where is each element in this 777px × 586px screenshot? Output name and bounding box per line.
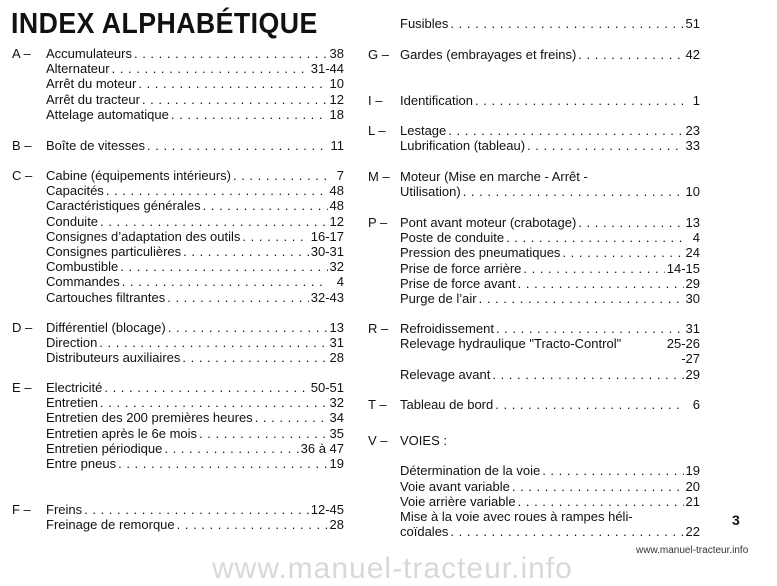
- entry-page: 10: [685, 184, 700, 200]
- entry-page: 12-45: [310, 502, 344, 517]
- index-entry: [400, 184, 700, 199]
- index-entry: [400, 351, 700, 366]
- index-entry: [46, 410, 344, 425]
- index-entry: [46, 502, 344, 517]
- entry-page: 30-31: [310, 243, 344, 259]
- entry-page: 4: [692, 230, 700, 246]
- index-entry: [400, 321, 700, 336]
- entry-label: Relevage hydraulique "Tracto-Control": [400, 336, 622, 352]
- entry-label: Attelage automatique: [46, 106, 169, 122]
- entry-page: 35: [329, 425, 344, 441]
- entry-label: Commandes: [46, 274, 120, 290]
- dot-leader: [106, 183, 328, 198]
- entry-label: Arrêt du tracteur: [46, 91, 140, 107]
- entry-page: 33: [685, 138, 700, 154]
- index-entry: [46, 335, 344, 350]
- entry-page: 24: [685, 245, 700, 261]
- entry-label: Alternateur: [46, 61, 110, 77]
- dot-leader: [475, 93, 684, 108]
- entry-page: 11: [330, 138, 344, 153]
- dot-leader: [168, 320, 328, 335]
- index-entry: [400, 169, 700, 184]
- dot-leader: [177, 517, 328, 532]
- section-letter: E –: [12, 380, 32, 395]
- entry-label: Lubrification (tableau): [400, 138, 526, 154]
- entry-label: Accumulateurs: [46, 46, 132, 61]
- dot-leader: [506, 230, 684, 245]
- dot-leader: [120, 259, 327, 274]
- index-entry: [46, 183, 344, 198]
- index-section: [0, 138, 360, 153]
- entry-page: 19: [329, 455, 344, 471]
- entry-label: Entretien après le 6e mois: [46, 425, 198, 441]
- index-entry: [46, 46, 344, 61]
- index-entry: [400, 261, 700, 276]
- dot-leader: [527, 138, 684, 153]
- index-entry: [400, 245, 700, 260]
- dot-leader: [100, 214, 327, 229]
- index-entry: [400, 367, 700, 382]
- entry-label: Distributeurs auxiliaires: [46, 350, 181, 366]
- dot-leader: [542, 463, 683, 478]
- dot-leader: [84, 502, 309, 517]
- index-entry: [46, 107, 344, 122]
- dot-leader: [100, 395, 327, 410]
- entry-page: 19: [685, 463, 700, 479]
- source-url: www.manuel-tracteur.info: [636, 545, 749, 556]
- index-section: [358, 215, 718, 306]
- index-entry: [46, 214, 344, 229]
- section-letter: F –: [12, 502, 31, 517]
- index-entry: [400, 276, 700, 291]
- dot-leader: [448, 123, 683, 138]
- entry-label: Combustible: [46, 259, 119, 275]
- page-number: 3: [732, 512, 740, 528]
- section-letter: A –: [12, 46, 31, 61]
- index-entry: [46, 61, 344, 76]
- index-entry: [400, 123, 700, 138]
- dot-leader: [578, 47, 683, 62]
- dot-leader: [255, 410, 328, 425]
- section-letter: L –: [368, 123, 386, 138]
- index-entry: [400, 524, 700, 539]
- entry-page: 51: [685, 16, 700, 31]
- dot-leader: [142, 92, 328, 107]
- entry-label: Consignes d’adaptation des outils: [46, 228, 241, 244]
- index-entry: [46, 274, 344, 289]
- entry-page: 31: [685, 321, 700, 336]
- dot-leader: [512, 479, 684, 494]
- entry-page: 48: [329, 198, 344, 214]
- index-entry: [46, 229, 344, 244]
- section-letter: R –: [368, 321, 389, 336]
- entry-label: Arrêt du moteur: [46, 76, 137, 92]
- section-letter: D –: [12, 320, 33, 335]
- entry-page: 13: [329, 320, 344, 335]
- section-letter: B –: [12, 138, 32, 153]
- index-entry: [400, 138, 700, 153]
- section-letter: I –: [368, 93, 383, 108]
- entry-page: 6: [692, 397, 700, 412]
- entry-label: Entretien périodique: [46, 440, 163, 456]
- dot-leader: [518, 276, 684, 291]
- entry-label: Détermination de la voie: [400, 463, 541, 479]
- entry-label: Cabine (équipements intérieurs): [46, 168, 231, 183]
- index-entry: [46, 517, 344, 532]
- entry-label: coïdales: [400, 524, 449, 540]
- index-entry: [400, 448, 700, 463]
- entry-label: Caractéristiques générales: [46, 198, 201, 214]
- index-section: [0, 320, 360, 366]
- entry-label: Refroidissement: [400, 321, 494, 336]
- entry-page: 30: [685, 290, 700, 306]
- index-entry: [46, 259, 344, 274]
- index-entry: [46, 198, 344, 213]
- dot-leader: [492, 367, 683, 382]
- index-entry: [46, 441, 344, 456]
- entry-label: Consignes particulières: [46, 243, 182, 259]
- index-entry: [400, 463, 700, 478]
- index-entry: [400, 16, 700, 31]
- index-entry: [46, 138, 344, 153]
- entry-page: 25-26: [666, 336, 700, 352]
- entry-label: Freins: [46, 502, 83, 517]
- entry-page: 10: [329, 76, 344, 92]
- entry-page: 20: [685, 478, 700, 494]
- entry-page: 32: [329, 259, 344, 275]
- entry-page: 34: [329, 410, 344, 426]
- dot-leader: [164, 441, 298, 456]
- entry-label: VOIES :: [400, 433, 447, 448]
- index-section: [358, 169, 718, 199]
- dot-leader: [479, 291, 684, 306]
- entry-page: 28: [329, 350, 344, 366]
- index-entry: [46, 92, 344, 107]
- entry-label: Voie arrière variable: [400, 493, 516, 509]
- entry-label: Pression des pneumatiques: [400, 245, 561, 261]
- entry-label: Voie avant variable: [400, 478, 510, 494]
- index-entry: [400, 336, 700, 351]
- watermark: www.manuel-tracteur.info: [212, 552, 573, 585]
- entry-page: 31: [329, 335, 344, 351]
- index-entry: [46, 76, 344, 91]
- index-entry: [400, 509, 700, 524]
- index-section: [358, 16, 718, 31]
- entry-page: 23: [685, 123, 700, 138]
- entry-label: Freinage de remorque: [46, 517, 175, 533]
- index-entry: [400, 47, 700, 62]
- entry-label: Différentiel (blocage): [46, 320, 166, 335]
- entry-page: 29: [685, 366, 700, 382]
- section-letter: P –: [368, 215, 388, 230]
- entry-label: Electricité: [46, 380, 103, 395]
- page-title: INDEX ALPHABÉTIQUE: [11, 8, 318, 40]
- dot-leader: [118, 456, 327, 471]
- section-letter: V –: [368, 433, 388, 448]
- index-section: [0, 168, 360, 305]
- index-section: [358, 433, 718, 539]
- entry-label: Purge de l’air: [400, 290, 477, 306]
- dot-leader: [167, 290, 309, 305]
- index-section: [358, 47, 718, 62]
- dot-leader: [578, 215, 683, 230]
- entry-label: Entretien: [46, 395, 99, 411]
- entry-label: Prise de force avant: [400, 275, 516, 291]
- index-entry: [46, 426, 344, 441]
- entry-page: 7: [336, 168, 344, 183]
- entry-page: 22: [685, 524, 700, 540]
- index-section: [358, 321, 718, 382]
- dot-leader: [104, 380, 308, 395]
- entry-label: Boîte de vitesses: [46, 138, 145, 153]
- entry-page: 29: [685, 275, 700, 291]
- entry-label: Fusibles: [400, 16, 449, 31]
- section-letter: C –: [12, 168, 33, 183]
- index-entry: [400, 479, 700, 494]
- index-entry: [46, 456, 344, 471]
- dot-leader: [495, 397, 684, 412]
- entry-page: 36 à 47: [300, 440, 344, 456]
- index-entry: [400, 215, 700, 230]
- index-entry: [400, 433, 700, 448]
- entry-page: 48: [329, 183, 344, 199]
- index-entry: [400, 397, 700, 412]
- entry-label: Conduite: [46, 213, 99, 229]
- entry-page: 31-44: [310, 61, 344, 77]
- index-entry: [400, 93, 700, 108]
- entry-label: Capacités: [46, 183, 104, 199]
- entry-label: Utilisation): [400, 184, 461, 200]
- dot-leader: [523, 261, 664, 276]
- entry-label: Pont avant moteur (crabotage): [400, 215, 577, 230]
- entry-label: Identification: [400, 93, 473, 108]
- dot-leader: [183, 244, 309, 259]
- index-section: [358, 123, 718, 153]
- entry-page: 32: [329, 395, 344, 411]
- index-entry: [46, 380, 344, 395]
- entry-page: 14-15: [666, 260, 700, 276]
- entry-label: Entre pneus: [46, 455, 117, 471]
- dot-leader: [171, 107, 328, 122]
- index-section: [358, 93, 718, 108]
- section-letter: M –: [368, 169, 390, 184]
- dot-leader: [122, 274, 328, 289]
- index-section: [0, 380, 360, 471]
- dot-leader: [199, 426, 328, 441]
- index-section: [358, 397, 718, 412]
- entry-page: 12: [329, 91, 344, 107]
- index-entry: [46, 168, 344, 183]
- section-letter: T –: [368, 397, 387, 412]
- dot-leader: [518, 494, 684, 509]
- index-entry: [46, 395, 344, 410]
- entry-page: 12: [329, 213, 344, 229]
- entry-page: 21: [685, 493, 700, 509]
- entry-label: Relevage avant: [400, 366, 491, 382]
- entry-label: Moteur (Mise en marche - Arrêt -: [400, 169, 588, 184]
- dot-leader: [496, 321, 684, 336]
- dot-leader: [99, 335, 327, 350]
- entry-page: 32-43: [310, 289, 344, 305]
- dot-leader: [203, 198, 328, 213]
- index-section: [0, 502, 360, 532]
- entry-page: 16-17: [310, 228, 344, 244]
- entry-page: 28: [329, 517, 344, 533]
- entry-label: Gardes (embrayages et freins): [400, 47, 577, 62]
- entry-page: -27: [681, 351, 700, 367]
- entry-label: Poste de conduite: [400, 230, 505, 246]
- entry-page: 42: [685, 47, 700, 62]
- dot-leader: [450, 524, 683, 539]
- entry-page: 13: [685, 215, 700, 230]
- index-section: [0, 46, 360, 122]
- dot-leader: [134, 46, 328, 61]
- index-entry: [400, 230, 700, 245]
- dot-leader: [147, 138, 328, 153]
- index-entry: [46, 244, 344, 259]
- dot-leader: [562, 245, 683, 260]
- entry-label: Direction: [46, 335, 98, 351]
- entry-label: Lestage: [400, 123, 447, 138]
- entry-page: 38: [329, 46, 344, 61]
- entry-label: Prise de force arrière: [400, 260, 522, 276]
- entry-page: 1: [692, 93, 700, 108]
- entry-label: Cartouches filtrantes: [46, 289, 166, 305]
- index-entry: [46, 350, 344, 365]
- dot-leader: [463, 184, 684, 199]
- dot-leader: [242, 229, 308, 244]
- dot-leader: [233, 168, 328, 183]
- dot-leader: [138, 76, 327, 91]
- section-letter: G –: [368, 47, 389, 62]
- entry-label: Mise à la voie avec roues à rampes héli-: [400, 508, 633, 524]
- entry-label: Entretien des 200 premières heures: [46, 410, 253, 426]
- entry-label: Tableau de bord: [400, 397, 494, 412]
- index-entry: [400, 494, 700, 509]
- entry-page: 50-51: [310, 380, 344, 395]
- dot-leader: [112, 61, 309, 76]
- dot-leader: [182, 350, 327, 365]
- dot-leader: [450, 16, 683, 31]
- entry-page: 4: [336, 274, 344, 290]
- index-entry: [400, 291, 700, 306]
- index-entry: [46, 320, 344, 335]
- entry-page: 18: [329, 106, 344, 122]
- index-entry: [46, 290, 344, 305]
